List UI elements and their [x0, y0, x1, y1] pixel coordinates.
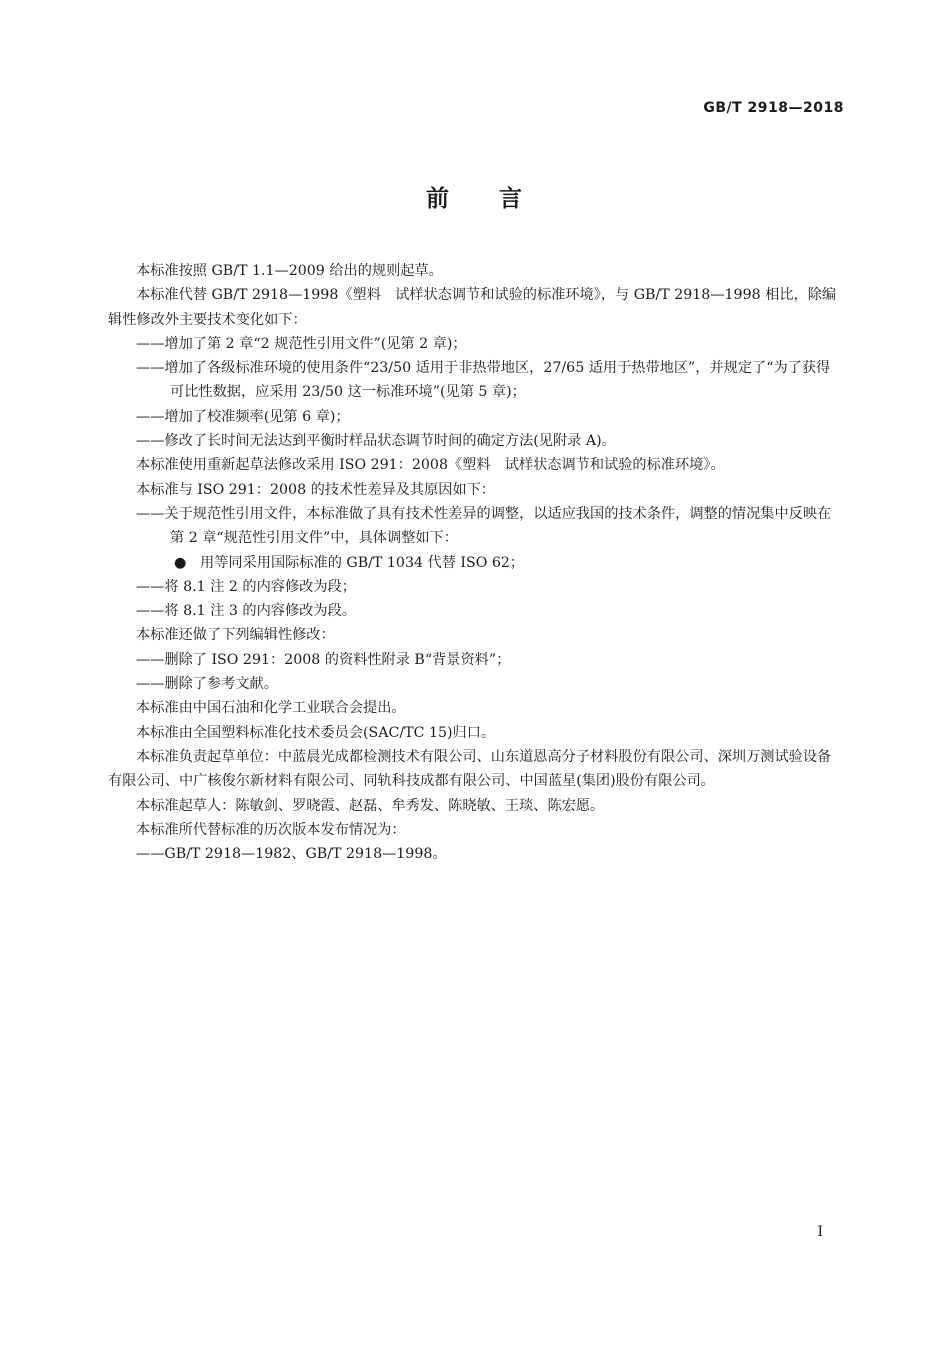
dash-item: ——修改了长时间无法达到平衡时样品状态调节时间的确定方法(见附录 A)。: [136, 433, 616, 450]
paragraph: 本标准按照 GB/T 1.1—2009 给出的规则起草。: [136, 263, 443, 279]
paragraph: 本标准由中国石油和化学工业联合会提出。: [136, 700, 406, 717]
dash-item: ——增加了各级标准环境的使用条件“23/50 适用于非热带地区，27/65 适用于热带地区”，并规定了“为了获得可比性数据，应采用 23/50 这一标准环境”(见第 5 章)；: [136, 360, 831, 401]
title-part-1: 前: [426, 186, 451, 212]
dash-item: ——GB/T 2918—1982、GB/T 2918—1998。: [136, 846, 447, 863]
bullet-item: [108, 551, 844, 575]
paragraph: 本标准与 ISO 291：2008 的技术性差异及其原因如下：: [136, 481, 496, 498]
paragraph: 本标准所代替标准的历次版本发布情况为：: [136, 821, 406, 838]
standard-code: GB/T 2918—2018: [703, 100, 844, 116]
dash-item: ——增加了第 2 章“2 规范性引用文件”(见第 2 章)；: [136, 335, 467, 352]
dash-item: ——关于规范性引用文件，本标准做了具有技术性差异的调整，以适应我国的技术条件，调整的情况集中反映在第 2 章“规范性引用文件”中，具体调整如下：: [136, 505, 832, 547]
paragraph: 本标准代替 GB/T 2918—1998《塑料 试样状态调节和试验的标准环境》，与 GB/T 2918—1998 相比，除编辑性修改外主要技术变化如下：: [108, 287, 837, 328]
paragraph: 本标准起草人：陈敏剑、罗晓霞、赵磊、牟秀发、陈晓敏、王琰、陈宏愿。: [136, 797, 605, 814]
page-title: [0, 180, 950, 213]
dash-item: ——将 8.1 注 2 的内容修改为段；: [136, 578, 356, 595]
paragraph: 本标准由全国塑料标准化技术委员会(SAC/TC 15)归口。: [136, 724, 496, 741]
paragraph: 本标准使用重新起草法修改采用 ISO 291：2008《塑料 试样状态调节和试验的标准环境》。: [136, 457, 725, 474]
dash-item: ——将 8.1 注 3 的内容修改为段。: [136, 603, 356, 620]
bullet-dot-icon: ●: [174, 554, 187, 571]
paragraph: 本标准还做了下列编辑性修改：: [136, 627, 335, 644]
dash-item: ——删除了参考文献。: [136, 676, 278, 693]
paragraph: 本标准负责起草单位：中蓝晨光成都检测技术有限公司、山东道恩高分子材料股份有限公司、深圳万测试验设备有限公司、中广核俊尔新材料有限公司、同轨科技成都有限公司、中国蓝星(集团)股份有限公司。: [108, 748, 832, 790]
title-part-2: 言: [499, 186, 524, 212]
bullet-text: 用等同采用国际标准的 GB/T 1034 代替 ISO 62；: [200, 554, 525, 571]
page-number: I: [817, 1224, 823, 1240]
preface-body: [108, 259, 844, 866]
dash-item: ——增加了校准频率(见第 6 章)；: [136, 408, 350, 425]
dash-item: ——删除了 ISO 291：2008 的资料性附录 B“背景资料”；: [136, 651, 511, 668]
